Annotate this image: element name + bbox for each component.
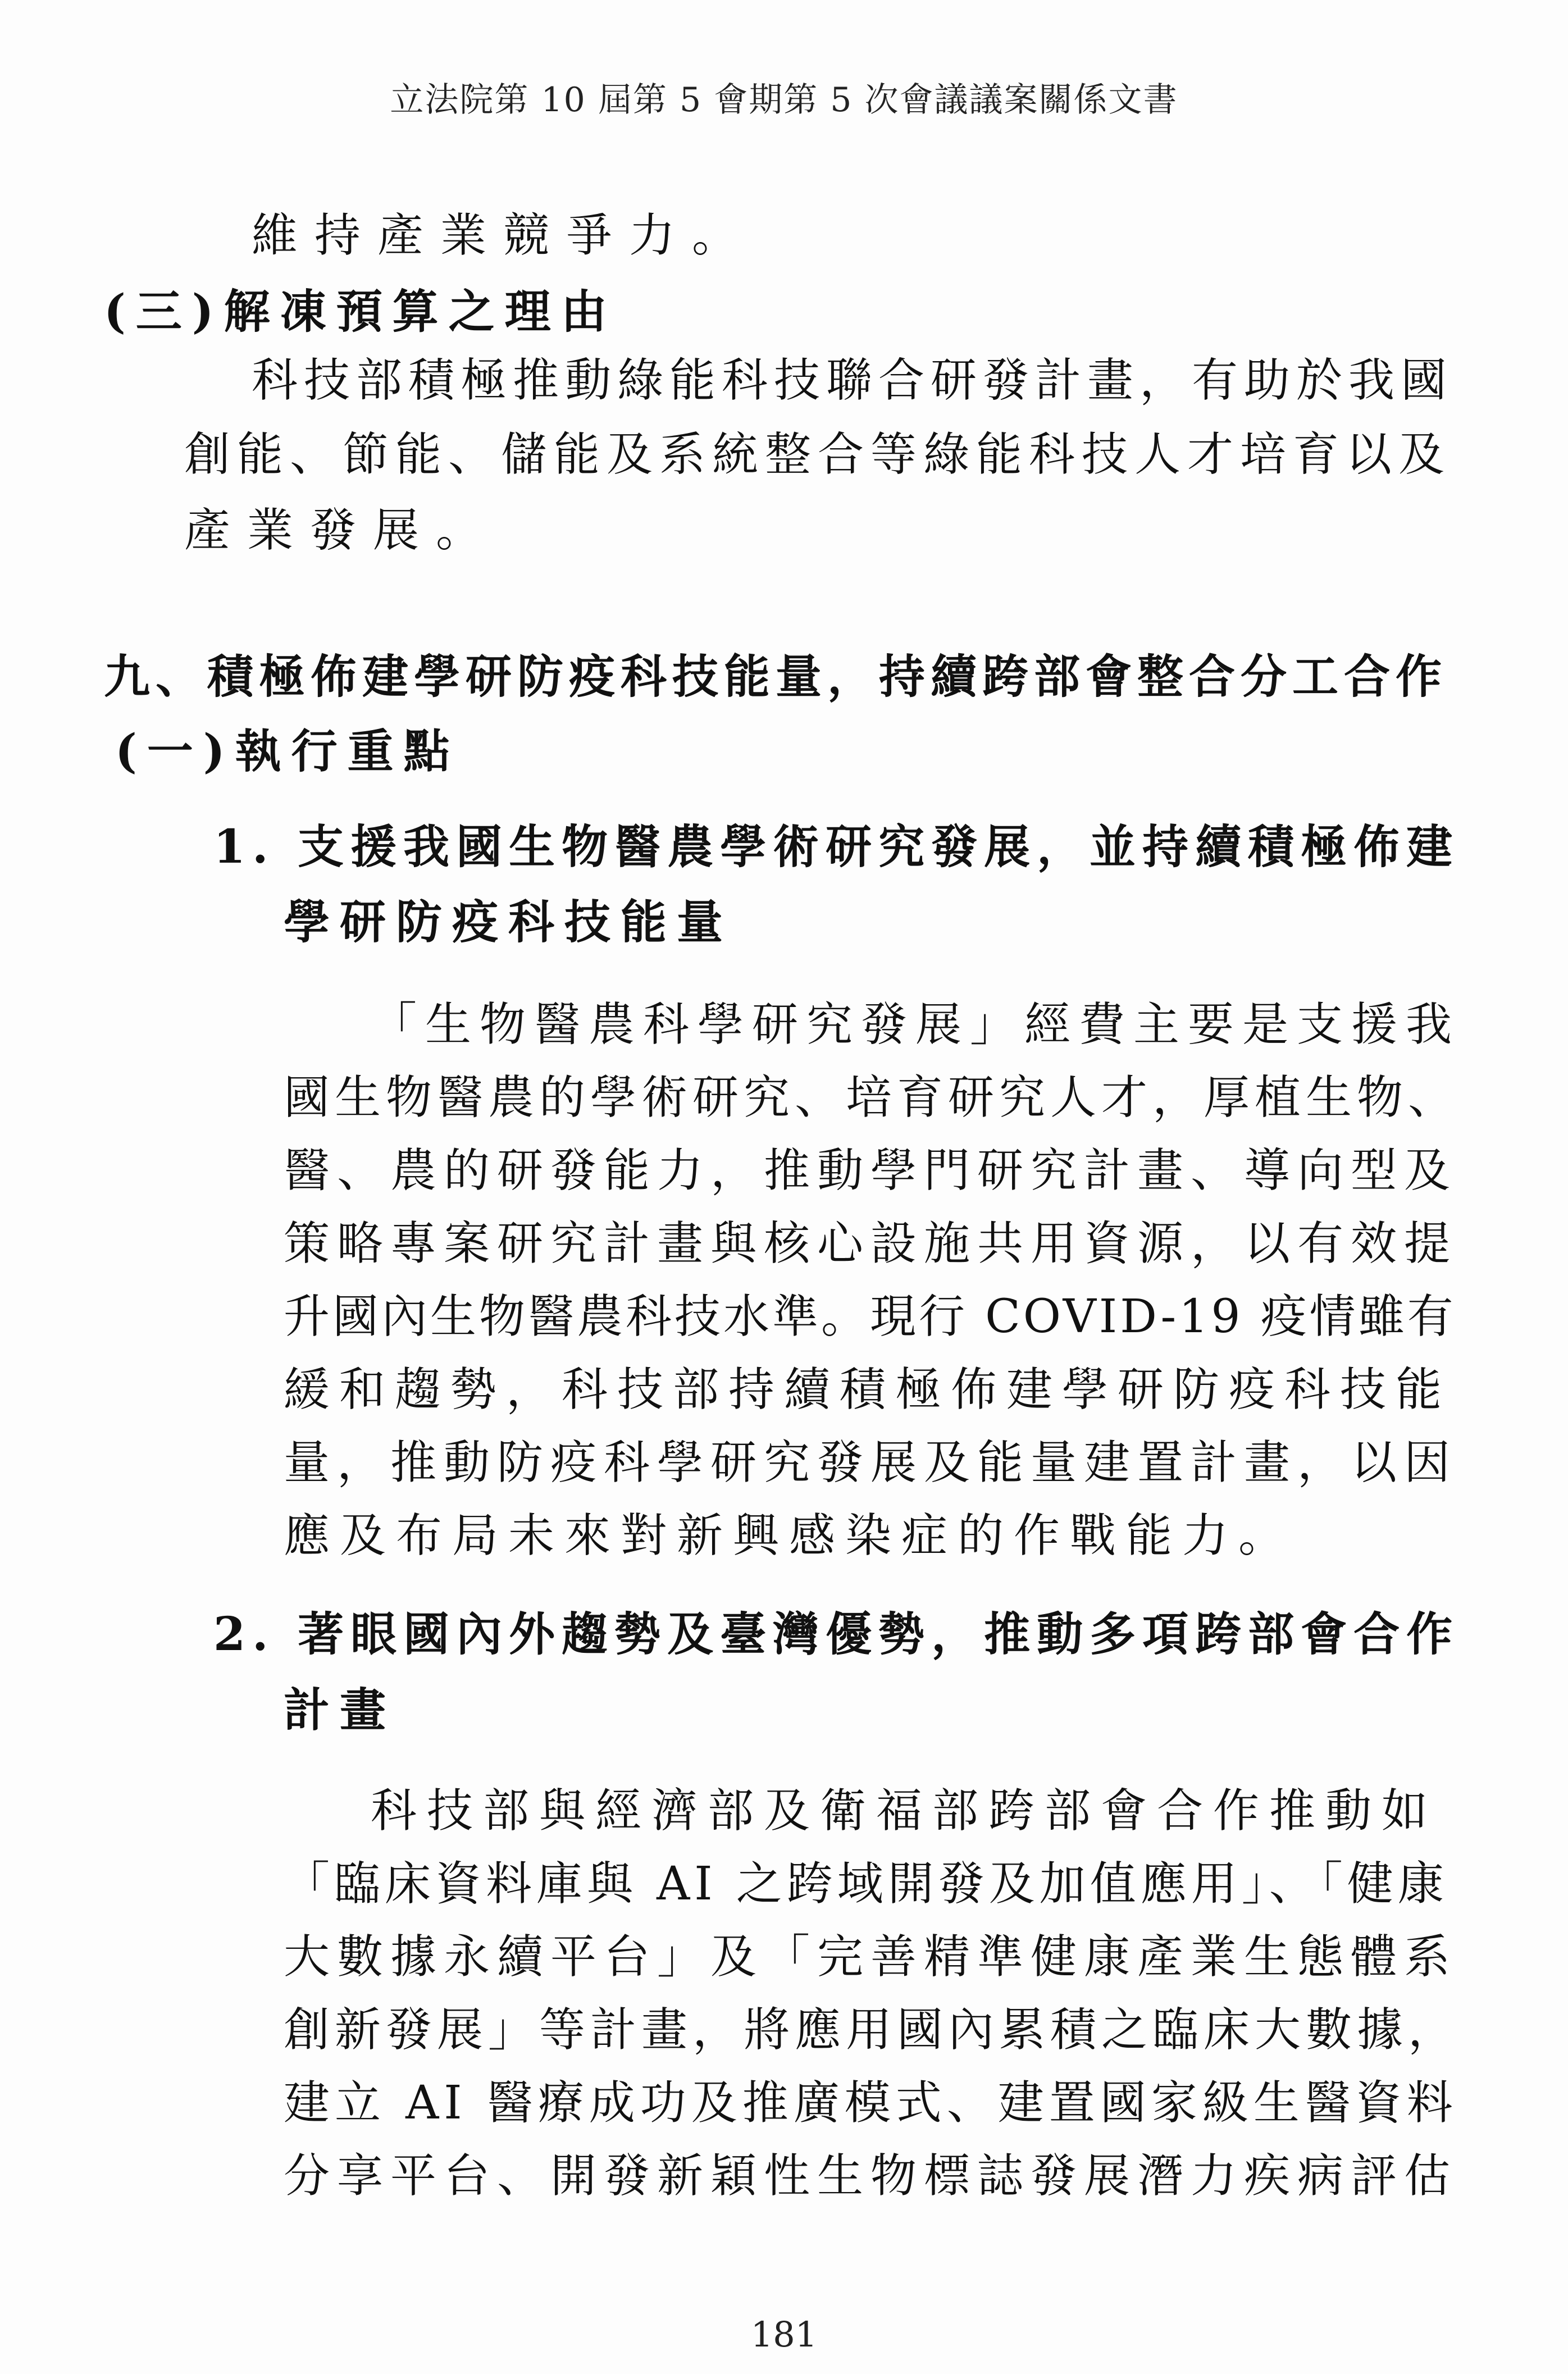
item-2-body-line: 「臨床資料庫與 AI 之跨域開發及加值應用」、「健康 [284,1857,1448,1911]
item-1-body-line: 國生物醫農的學術研究、培育研究人才，厚植生物、 [284,1071,1460,1124]
item-2-body-line: 大數據永續平台」及「完善精準健康產業生態體系 [284,1930,1458,1984]
page-header: 立法院第 10 屆第 5 會期第 5 次會議議案關係文書 [390,80,1178,120]
section-heading-9: 九、積極佈建學研防疫科技能量，持續跨部會整合分工合作 [104,650,1448,704]
item-1-body-line: 醫、農的研發能力，推動學門研究計畫、導向型及 [284,1144,1458,1197]
item-1-body-line: 策略專案研究計畫與核心設施共用資源，以有效提 [284,1217,1458,1270]
section-heading-3: (三)解凍預算之理由 [104,285,617,339]
item-1-body-line: 量，推動防疫科學研究發展及能量建置計畫，以因 [284,1436,1458,1489]
item-2-body-line: 科技部與經濟部及衛福部跨部會合作推動如 [371,1784,1438,1838]
section-3-body-line: 創能、節能、儲能及系統整合等綠能科技人才培育以及 [184,428,1452,481]
item-1-body-line: 升國內生物醫農科技水準。現行 COVID-19 疫情雖有 [284,1290,1456,1343]
item-1-body-line: 應及布局未來對新興感染症的作戰能力。 [284,1509,1295,1562]
page-number: 181 [750,2314,818,2355]
item-2-title-line: 2. 著眼國內外趨勢及臺灣優勢，推動多項跨部會合作 [213,1607,1460,1661]
subsection-heading: (一)執行重點 [115,724,460,778]
item-2-body-line: 建立 AI 醫療成功及推廣模式、建置國家級生醫資料 [284,2076,1458,2130]
item-1-body-line: 緩和趨勢，科技部持續積極佈建學研防疫科技能 [284,1363,1452,1416]
item-1-title-line: 學研防疫科技能量 [284,895,733,949]
item-1-title-line: 1. 支援我國生物醫農學術研究發展，並持續積極佈建 [213,820,1460,874]
section-3-body-line: 產業發展。 [184,504,499,557]
item-2-body-line: 分享平台、開發新穎性生物標誌發展潛力疾病評估 [284,2149,1458,2203]
section-3-body-line: 科技部積極推動綠能科技聯合研發計畫，有助於我國 [252,354,1453,407]
continued-paragraph: 維持產業競爭力。 [252,209,755,262]
item-1-body-line: 「生物醫農科學研究發展」經費主要是支援我 [371,998,1461,1051]
item-2-title-line: 計畫 [284,1683,396,1737]
item-2-body-line: 創新發展」等計畫，將應用國內累積之臨床大數據， [284,2003,1460,2057]
